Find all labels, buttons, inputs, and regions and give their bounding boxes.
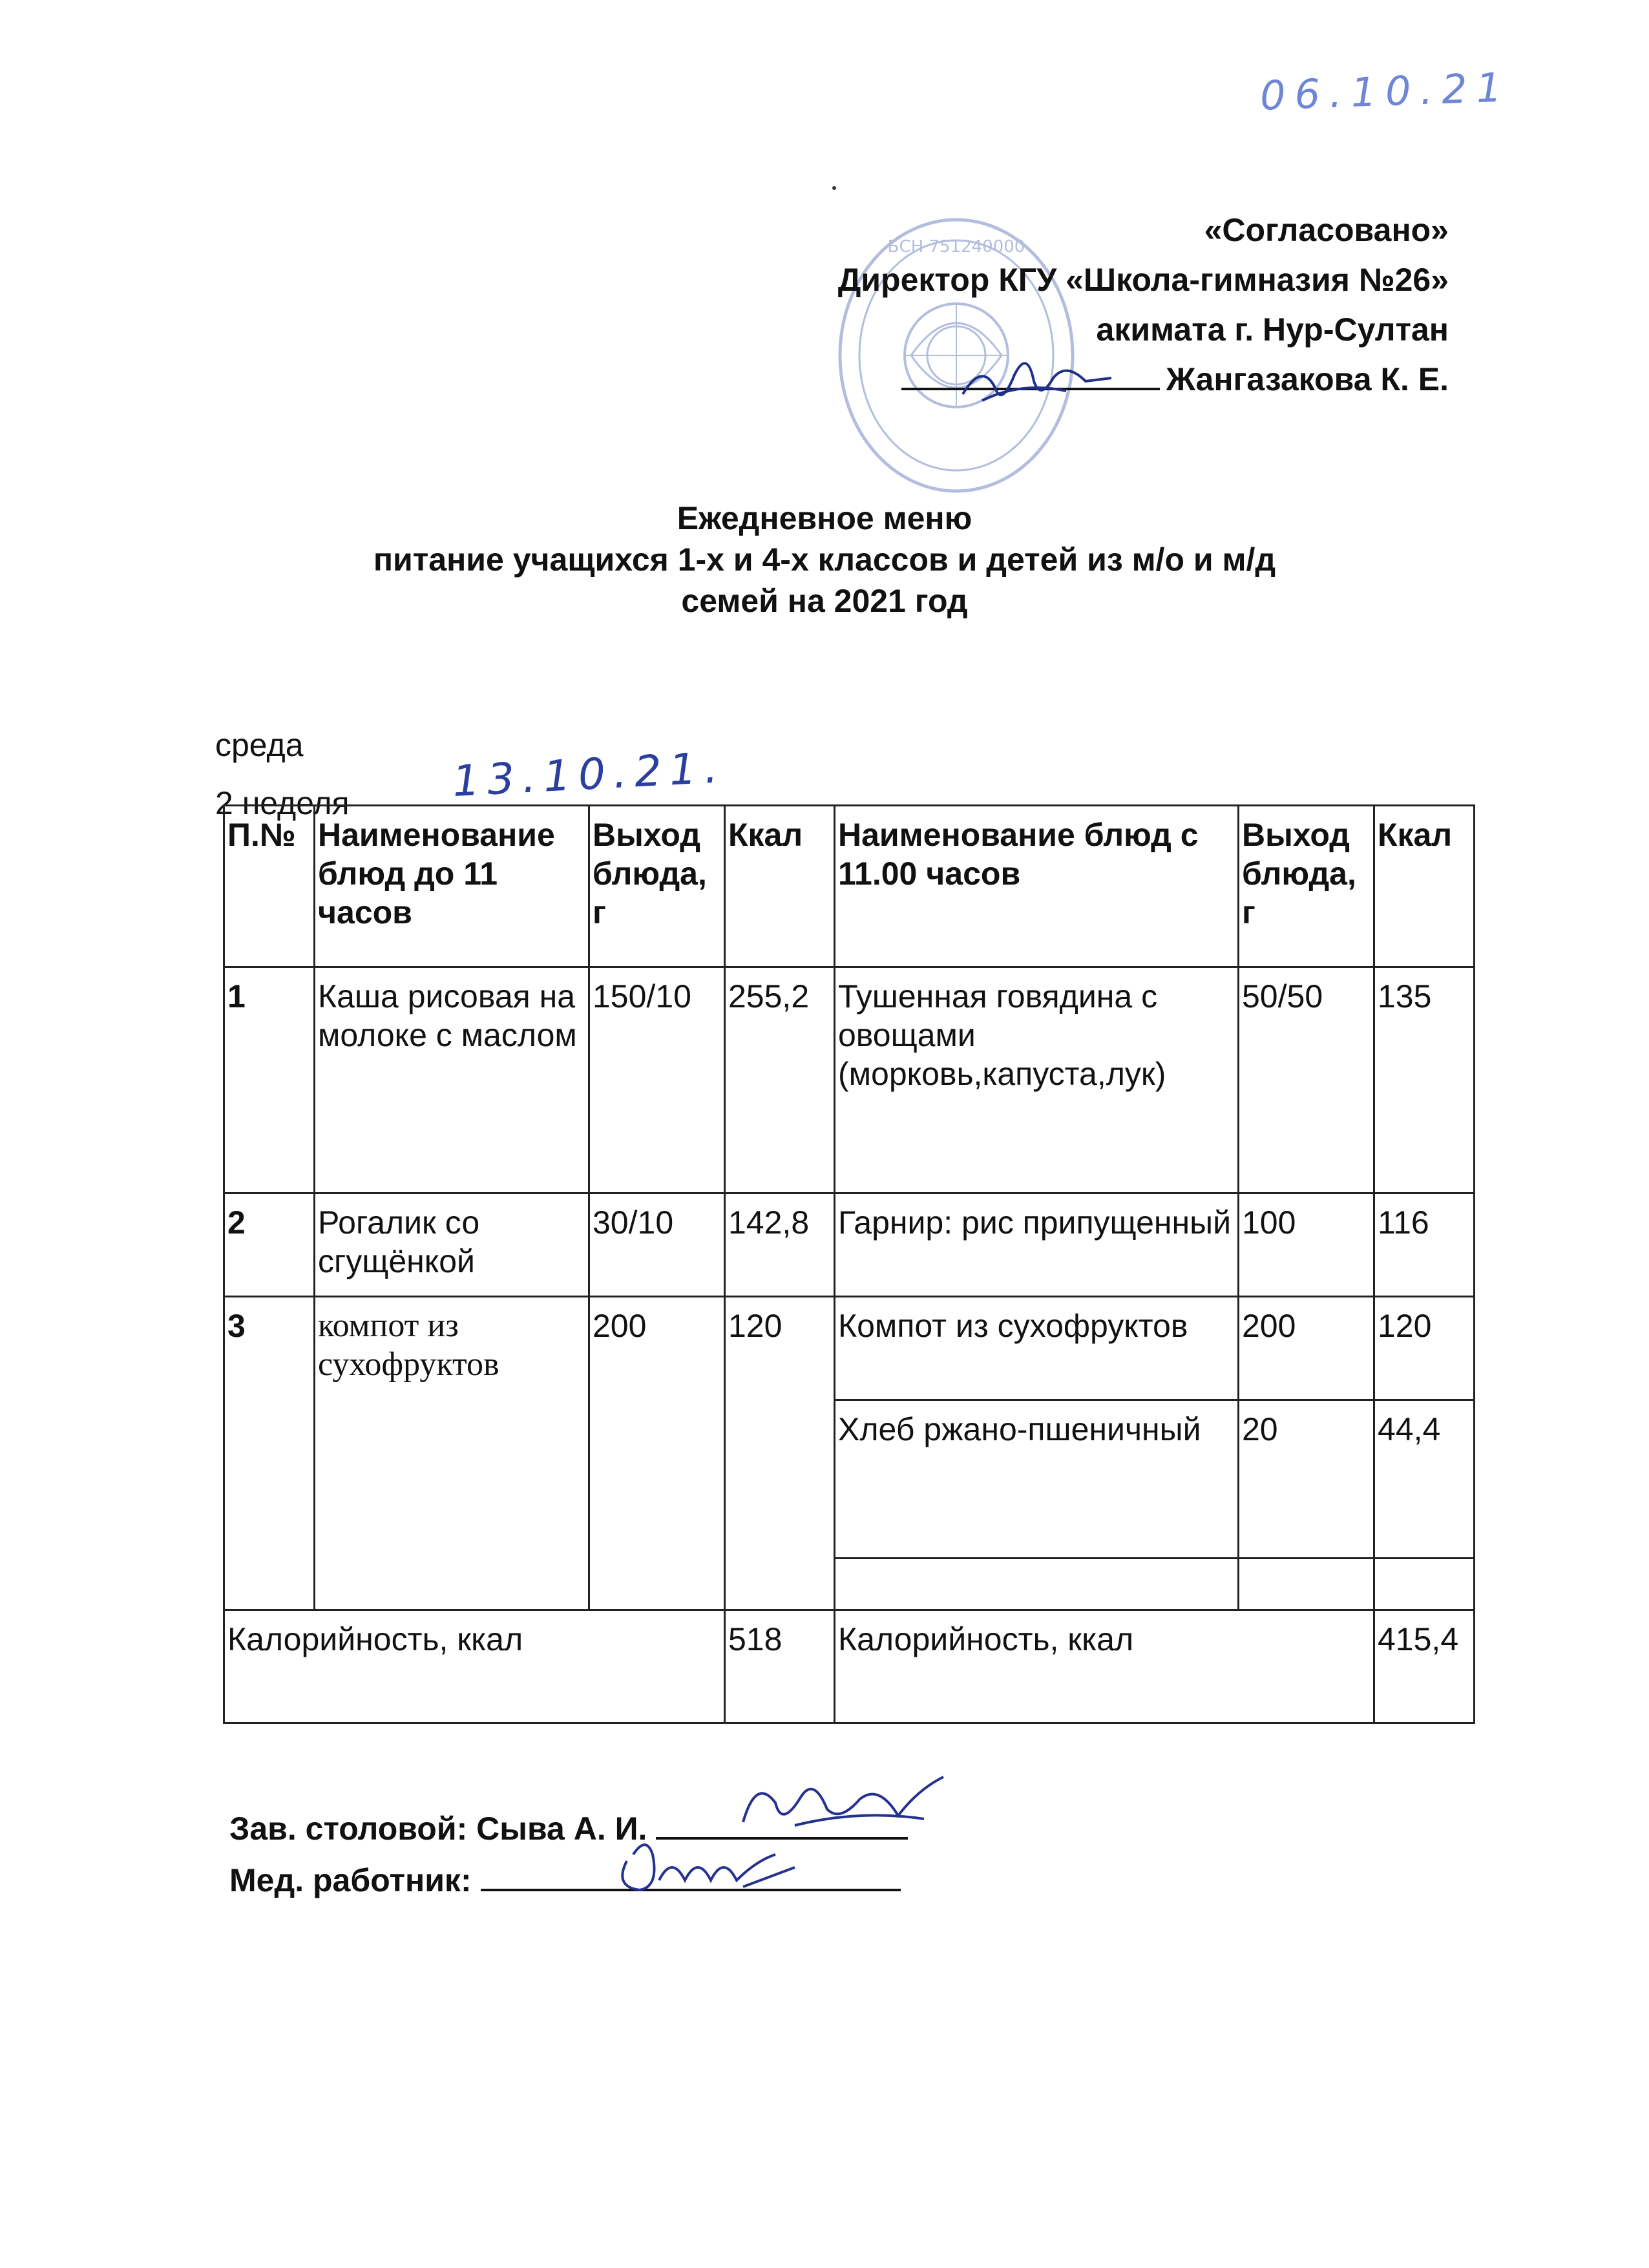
kcal-before: 255,2 (725, 967, 835, 1193)
kcal-before: 142,8 (725, 1193, 835, 1297)
approval-signature-line (838, 355, 1449, 404)
approval-akimat: акимата г. Нур-Султан (1096, 311, 1449, 348)
total-label-before: Калорийность, ккал (224, 1610, 725, 1723)
kcal-after: 44,4 (1374, 1400, 1475, 1559)
speck (832, 186, 836, 190)
total-label-after: Калорийность, ккал (835, 1610, 1374, 1723)
header-dish-after: Наименование блюд с 11.00 часов (835, 806, 1239, 967)
approval-block (838, 205, 1449, 404)
dish-after: Хлеб ржано-пшеничный (835, 1400, 1239, 1559)
table-header-row (224, 806, 1475, 967)
dish-after: Компот из сухофруктов (835, 1297, 1239, 1400)
title-line-3: семей на 2021 год (681, 583, 968, 619)
chef-label: Зав. столовой: Сыва А. И. (229, 1811, 647, 1847)
dish-before: Рогалик со сгущёнкой (315, 1193, 589, 1297)
menu-table (223, 804, 1475, 1724)
yield-after: 100 (1239, 1193, 1374, 1297)
dish-before: Каша рисовая на молоке с маслом (315, 967, 589, 1193)
svg-text:БСН 751240000: БСН 751240000 (887, 237, 1025, 257)
week-number: 2 неделя (215, 785, 350, 821)
medic-label: Мед. работник: (229, 1862, 472, 1898)
total-value-before: 518 (725, 1610, 835, 1723)
yield-after: 20 (1239, 1400, 1374, 1559)
header-yield-after: Выход блюда, г (1239, 806, 1374, 967)
empty-cell (835, 1559, 1239, 1610)
title-line-1: Ежедневное меню (677, 500, 972, 536)
yield-before: 150/10 (589, 967, 725, 1193)
total-value-after: 415,4 (1374, 1610, 1475, 1723)
header-kcal-after: Ккал (1374, 806, 1475, 967)
approval-heading: «Согласовано» (1204, 212, 1449, 248)
yield-after: 50/50 (1239, 967, 1374, 1193)
yield-after: 200 (1239, 1297, 1374, 1400)
footer-medic-line (229, 1854, 908, 1906)
empty-cell (1374, 1559, 1475, 1610)
approval-name: Жангазакова К. Е. (1166, 361, 1449, 397)
kcal-after: 116 (1374, 1193, 1475, 1297)
dish-before: компот из сухофруктов (315, 1297, 589, 1610)
medic-signature (607, 1829, 801, 1900)
document-title (0, 498, 1649, 622)
kcal-before: 120 (725, 1297, 835, 1610)
approval-director: Директор КГУ «Школа-гимназия №26» (837, 262, 1449, 298)
header-kcal-before: Ккал (725, 806, 835, 967)
row-num: 1 (224, 967, 315, 1193)
row-num: 3 (224, 1297, 315, 1610)
header-dish-before: Наименование блюд до 11 часов (315, 806, 589, 967)
table-row (224, 967, 1475, 1193)
weekday: среда (215, 727, 304, 763)
kcal-after: 135 (1374, 967, 1475, 1193)
handwritten-menu-date: 13.10.21. (451, 742, 727, 807)
yield-before: 200 (589, 1297, 725, 1610)
table-row (224, 1297, 1475, 1400)
totals-row (224, 1610, 1475, 1723)
row-num: 2 (224, 1193, 315, 1297)
dish-after: Гарнир: рис припущенный (835, 1193, 1239, 1297)
header-yield-before: Выход блюда, г (589, 806, 725, 967)
title-line-2: питание учащихся 1-х и 4-х классов и детей из м/о и м/д (373, 541, 1276, 578)
table-row (224, 1193, 1475, 1297)
director-signature (956, 342, 1118, 420)
empty-cell (1239, 1559, 1374, 1610)
yield-before: 30/10 (589, 1193, 725, 1297)
handwritten-date: 06.10.21 (1259, 63, 1512, 120)
header-num: П.№ (224, 806, 315, 967)
kcal-after: 120 (1374, 1297, 1475, 1400)
dish-after: Тушенная говядина с овощами (морковь,капуста,лук) (835, 967, 1239, 1193)
